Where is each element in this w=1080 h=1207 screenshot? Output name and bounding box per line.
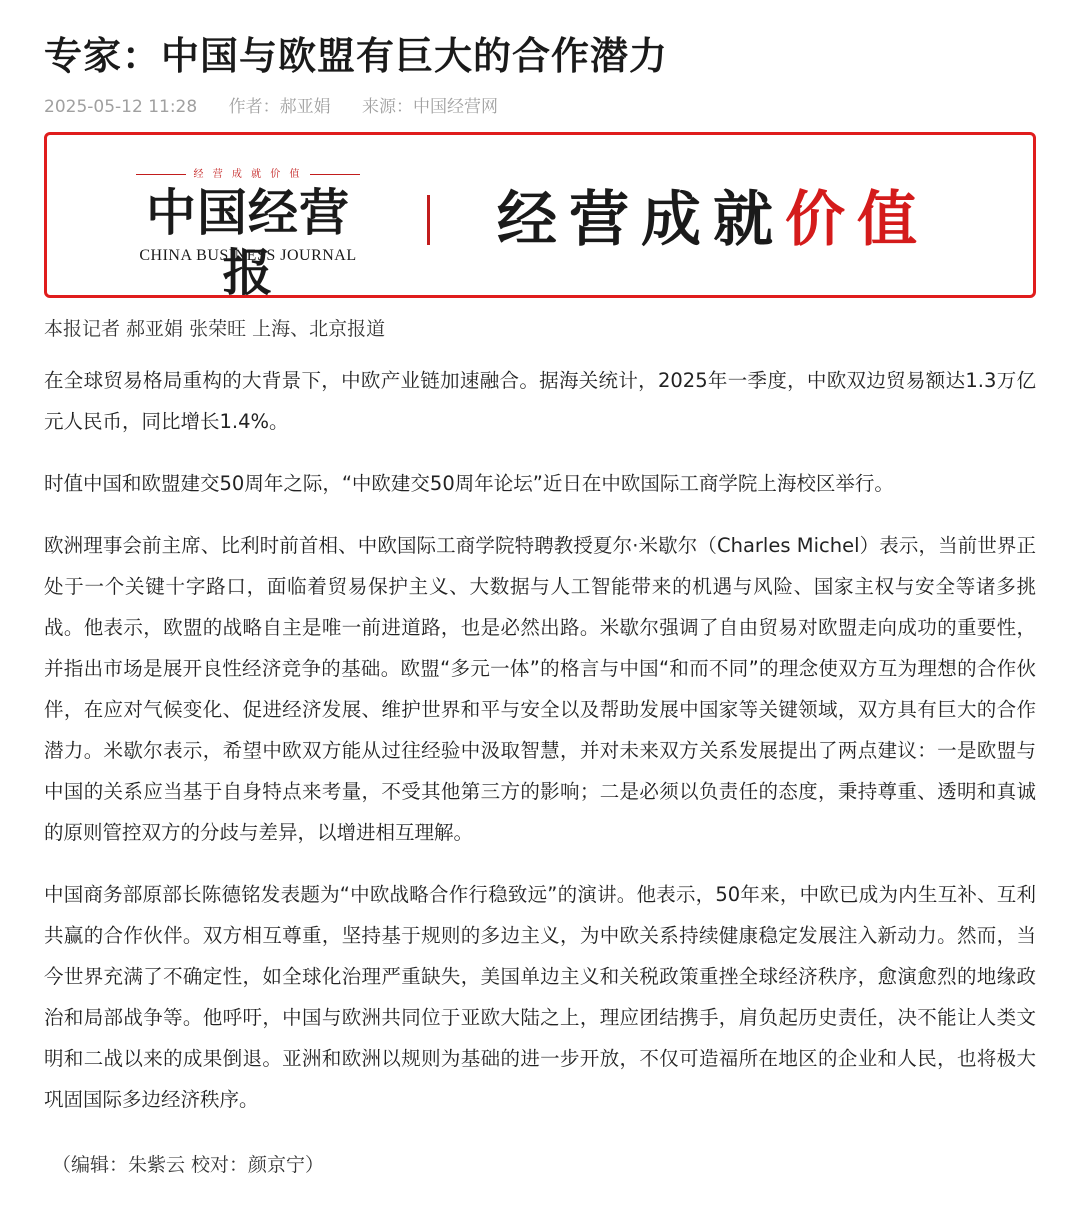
article-author: 作者：郝亚娟 (228, 97, 331, 117)
paragraph-1: 在全球贸易格局重构的大背景下，中欧产业链加速融合。据海关统计，2025年一季度，中欧双边贸易额达1.3万亿元人民币，同比增长1.4%。 (44, 369, 1036, 433)
slogan-accent: 价值 (785, 185, 929, 255)
paragraph-4: 中国商务部原部长陈德铭发表题为“中欧战略合作行稳致远”的演讲。他表示，50年来，中欧已成为内生互补、互利共赢的合作伙伴。双方相互尊重，坚持基于规则的多边主义，为中欧关系持续健康稳定发展注入新动力。然而，当今世界充满了不确定性，如全球化治理严重缺失，美国单边主义和关税政策重挫全球经济秩序，愈演愈烈的地缘政治和局部战争等。他呼吁，中国与欧洲共同位于亚欧大陆之上，理应团结携手，肩负起历史责任，决不能让人类文明和二战以来的成果倒退。亚洲和欧洲以规则为基础的进一步开放，不仅可造福所在地区的企业和人民，也将极大巩固国际多边经济秩序。 (44, 883, 1036, 1111)
logo-english-name: CHINA BUSINESS JOURNAL (139, 247, 357, 264)
logo-chinese-name: 中国经营报 (146, 183, 350, 302)
newspaper-banner (44, 132, 1036, 302)
newspaper-logo (123, 157, 373, 302)
publish-date: 2025-05-12 11:28 (44, 97, 198, 117)
paragraph-3: 欧洲理事会前主席、比利时前首相、中欧国际工商学院特聘教授夏尔·米歇尔（Charles Michel）表示，当前世界正处于一个关键十字路口，面临着贸易保护主义、大数据与人工智能带来的机遇与风险、国家主权与安全等诸多挑战。他表示，欧盟的战略自主是唯一前进道路，也是必然出路。米歇尔强调了自由贸易对欧盟走向成功的重要性，并指出市场是展开良性经济竞争的基础。欧盟“多元一体”的格言与中国“和而不同”的理念使双方互为理想的合作伙伴，在应对气候变化、促进经济发展、维护世界和平与安全以及帮助发展中国家等关键领域，双方具有巨大的合作潜力。米歇尔表示，希望中欧双方能从过往经验中汲取智慧，并对未来双方关系发展提出了两点建议：一是欧盟与中国的关系应当基于自身特点来考量，不受其他第三方的影响；二是必须以负责任的态度，秉持尊重、透明和真诚的原则管控双方的分歧与差异，以增进相互理解。 (44, 534, 1036, 844)
article-body (44, 360, 1036, 1141)
logo-tagline: 经 营 成 就 价 值 (123, 165, 373, 180)
article-title: 专家：中国与欧盟有巨大的合作潜力 (44, 34, 669, 78)
slogan-main: 经营成就 (497, 185, 785, 255)
editor-note: （编辑：朱紫云 校对：颜京宁） (52, 1154, 325, 1176)
article-meta (44, 92, 524, 117)
paragraph-2: 时值中国和欧盟建交50周年之际，“中欧建交50周年论坛”近日在中欧国际工商学院上海校区举行。 (44, 472, 894, 495)
article-source: 来源：中国经营网 (362, 97, 499, 117)
reporter-byline: 本报记者 郝亚娟 张荣旺 上海、北京报道 (44, 318, 386, 340)
banner-slogan (497, 183, 929, 257)
banner-divider (427, 195, 430, 245)
